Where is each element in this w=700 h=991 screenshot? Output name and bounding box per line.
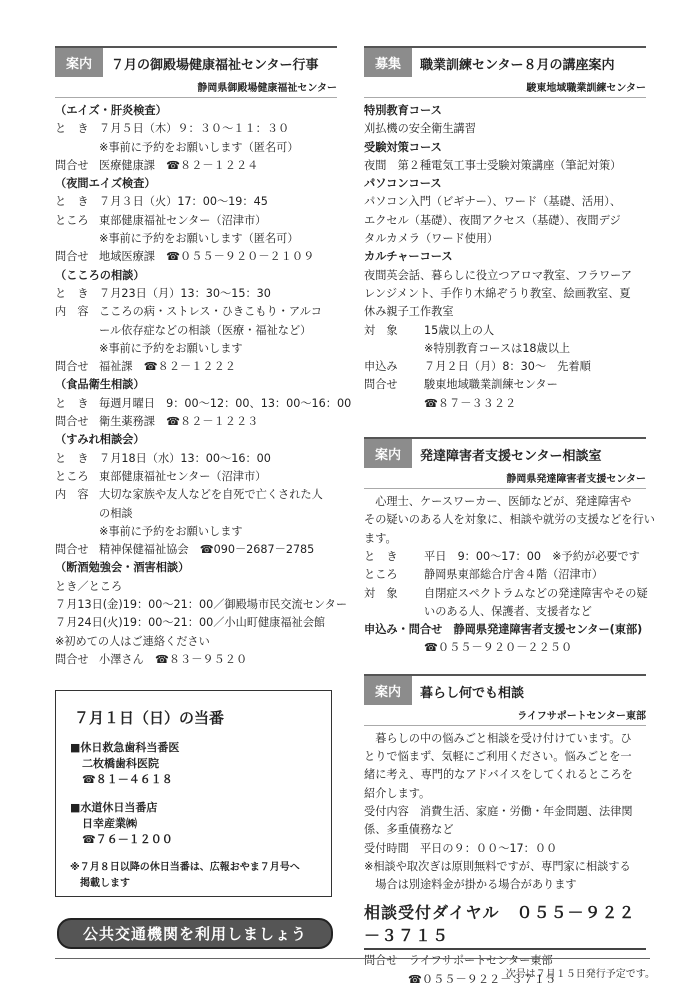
- text-line: ※事前に予約をお願いします: [99, 341, 243, 355]
- row-value: ７月５日（木）９：３０～１１：３０: [99, 122, 290, 136]
- row-value: 小澤さん ☎８３－９５２０: [99, 652, 248, 666]
- text-line: その疑いのある人を対象に、相談や就労の支援などを行い: [364, 513, 655, 527]
- consultation-section: [364, 674, 646, 989]
- text-line: いのある人、保護者、支援者など: [424, 604, 592, 618]
- row-value: 15歳以上の人: [424, 323, 495, 337]
- text-line: ※事前に予約をお願いします: [99, 524, 243, 538]
- support-details: [364, 493, 655, 658]
- section-title: 暮らし何でも相談: [420, 685, 525, 701]
- divider: [55, 958, 650, 959]
- subheading: （こころの相談）: [55, 268, 145, 282]
- row-value: ７月18日（水）13：00～16：00: [99, 451, 271, 465]
- row-label: と き: [55, 286, 89, 300]
- row-value: 医療健康課 ☎８２－１２２４: [99, 158, 259, 172]
- info-row: [364, 548, 646, 566]
- text-line: ７月13日(金)19：00～21：00／御殿場市民交流センター: [55, 598, 348, 612]
- info-row: [55, 212, 337, 230]
- water-phone: ☎７６－１２００: [82, 833, 173, 846]
- info-row: [55, 486, 337, 504]
- text-line: ☎０５５－９２０－２２５０: [424, 641, 573, 655]
- row-label: 申込み: [364, 360, 398, 374]
- subheading: （夜間エイズ検査）: [55, 177, 156, 191]
- row-label: 内 容: [55, 488, 89, 502]
- text-line: 心理士、ケースワーカー、医師などが、発達障害や: [364, 495, 632, 509]
- info-row: [55, 468, 337, 486]
- row-value: 平日 9：00～17：00 ※予約が必要です: [424, 549, 640, 563]
- subheading: （エイズ・肝炎検査）: [55, 104, 167, 117]
- info-row: [55, 120, 337, 138]
- text-line: とりで悩まず、気軽にご利用ください。悩みごとを一: [364, 750, 632, 764]
- dental-phone: ☎８１－４６１８: [82, 773, 173, 786]
- text-line: 紹介します。: [364, 786, 431, 800]
- organization-name: ライフサポートセンター東部: [364, 707, 646, 726]
- info-row: [55, 651, 337, 669]
- consultation-details: [364, 730, 646, 895]
- row-label: 問合せ: [55, 250, 89, 264]
- row-value: 福祉課 ☎８２－１２２２: [99, 360, 236, 374]
- text-line: 係、多重債務など: [364, 823, 454, 837]
- info-row: [55, 450, 337, 468]
- info-row: [55, 413, 337, 431]
- row-label: と き: [55, 396, 89, 410]
- row-label: と き: [364, 549, 398, 563]
- dental-clinic: 二枚橋歯科医院: [82, 757, 159, 770]
- water-heading: ■水道休日当番店: [70, 801, 158, 814]
- text-line: 刈払機の安全衛生講習: [364, 122, 476, 136]
- section-title: ７月の御殿場健康福祉センター行事: [111, 58, 319, 73]
- text-line: ☎８７－３３２２: [424, 396, 517, 410]
- text-line: タルカメラ（ワード使用）: [364, 232, 499, 246]
- section-title: 職業訓練センター８月の講座案内: [420, 58, 615, 73]
- training-section: [364, 46, 646, 413]
- row-value: こころの病・ストレス・ひきこもり・アルコ: [99, 305, 322, 319]
- row-label: と き: [55, 195, 89, 209]
- water-shop: 日幸産業㈱: [82, 817, 137, 830]
- subheading: （食品衛生相談）: [55, 378, 145, 392]
- row-label: 問合せ: [55, 360, 89, 374]
- section-header: [364, 437, 646, 468]
- category-tag: 案内: [364, 439, 412, 468]
- row-value: 自閉症スペクトラムなどの発達障害やその疑: [424, 586, 648, 600]
- row-label: 問合せ: [364, 378, 398, 392]
- category-tag: 案内: [55, 48, 103, 77]
- text-line: 夜間 第２種電気工事士受験対策講座（筆記対策）: [364, 158, 622, 172]
- info-row: [364, 566, 646, 584]
- section-title: 発達障害者支援センター相談室: [420, 449, 602, 465]
- row-value: 静岡県東部総合庁舎４階（沼津市）: [424, 568, 604, 582]
- text-line: ※相談や取次ぎは原則無料ですが、専門家に相談する: [364, 859, 631, 873]
- subheading: （すみれ相談会）: [55, 433, 145, 447]
- category-tag: 案内: [364, 676, 412, 705]
- subheading: 特別教育コース: [364, 104, 442, 117]
- text-line: ※初めての人はご連絡ください: [55, 634, 210, 648]
- text-line: ※事前に予約をお願いします（匿名可）: [99, 140, 299, 154]
- info-row: [364, 322, 646, 340]
- row-label: 問合せ: [55, 543, 89, 557]
- info-row: [55, 157, 337, 175]
- row-label: 対 象: [364, 586, 398, 600]
- row-label: 対 象: [364, 323, 398, 337]
- row-value: ７月３日（火）17：00～19：45: [99, 195, 268, 209]
- duty-note: ※７月８日以降の休日当番は、広報おやま７月号へ: [70, 862, 300, 873]
- section-header: [364, 46, 646, 77]
- info-row: [55, 395, 352, 413]
- row-label: 問合せ: [55, 415, 89, 429]
- consultation-dial: 相談受付ダイヤル ０５５－９２２－３７１５: [364, 900, 646, 950]
- text-line: エクセル（基礎）、夜間アクセス（基礎）、夜間デジ: [364, 213, 621, 227]
- organization-name: 駿東地域職業訓練センター: [364, 79, 646, 98]
- event-list: [55, 102, 352, 669]
- text-line: 受付内容 消費生活、家庭・労働・年金問題、法律関: [364, 804, 633, 818]
- dental-heading: ■休日救急歯科当番医: [70, 741, 180, 754]
- row-value: ７月23日（月）13：30～15：30: [99, 286, 271, 300]
- category-tag: 募集: [364, 48, 412, 77]
- info-row: [55, 358, 337, 376]
- row-label: ところ: [364, 568, 398, 582]
- text-line: ます。: [364, 531, 397, 545]
- info-row: [55, 193, 337, 211]
- consultation-contact: 問合せ ライフサポートセンター東部: [364, 954, 553, 968]
- text-line: ール依存症などの相談（医療・福祉など）: [99, 323, 312, 337]
- text-line: 申込み・問合せ 静岡県発達障害者支援センター(東部): [364, 623, 643, 637]
- duty-box: [55, 690, 332, 897]
- row-value: 東部健康福祉センター（沼津市）: [99, 469, 267, 483]
- organization-name: 静岡県御殿場健康福祉センター: [55, 79, 337, 98]
- text-line: とき／ところ: [55, 579, 123, 593]
- transit-banner: 公共交通機関を利用しましょう: [57, 918, 333, 949]
- subheading: パソコンコース: [364, 177, 442, 191]
- subheading: （断酒勉強会・酒害相談）: [55, 561, 190, 575]
- row-value: 毎週月曜日 9：00～12：00、13：00～16：00: [99, 396, 352, 410]
- row-label: と き: [55, 122, 89, 136]
- section-header: [364, 674, 646, 705]
- info-row: [364, 376, 646, 394]
- subheading: カルチャーコース: [364, 250, 453, 264]
- text-line: 受付時間 平日の９：００～17：００: [364, 841, 558, 855]
- row-value: 精神保健福祉協会 ☎090－2687－2785: [99, 543, 315, 557]
- info-row: [364, 585, 646, 603]
- row-label: と き: [55, 451, 89, 465]
- row-value: 東部健康福祉センター（沼津市）: [99, 213, 267, 227]
- row-value: 衛生薬務課 ☎８２－１２２３: [99, 415, 259, 429]
- text-line: 緒に考え、専門的なアドバイスをしてくれるところを: [364, 768, 633, 782]
- next-issue-note: 次号は７月１５日発行予定です。: [505, 969, 655, 980]
- organization-name: 静岡県発達障害者支援センター: [364, 470, 646, 489]
- consultation-phone: ☎０５５－９２２－３７１５: [408, 972, 557, 986]
- course-list: [364, 102, 646, 413]
- row-label: ところ: [55, 213, 89, 227]
- info-row: [364, 358, 646, 376]
- row-value: 地域医療課 ☎０５５－９２０－２１０９: [99, 250, 315, 264]
- right-column: [364, 46, 655, 989]
- text-line: 夜間英会話、暮らしに役立つアロマ教室、フラワーア: [364, 268, 632, 282]
- section-header: [55, 46, 337, 77]
- text-line: ※特別教育コースは18歳以上: [424, 341, 571, 355]
- text-line: 暮らしの中の悩みごと相談を受け付けています。ひ: [364, 731, 632, 745]
- text-line: レンジメント、手作り木綿ぞうり教室、絵画教室、夏: [364, 286, 631, 300]
- row-value: 大切な家族や友人などを自死で亡くされた人: [99, 488, 323, 502]
- text-line: パソコン入門（ビギナー）、ワード（基礎、活用）、: [364, 195, 622, 209]
- row-label: ところ: [55, 469, 89, 483]
- support-section: [364, 437, 655, 658]
- event-section: [55, 46, 352, 669]
- info-row: [55, 248, 337, 266]
- text-line: 休み親子工作教室: [364, 305, 454, 319]
- duty-note-cont: 掲載します: [80, 878, 130, 889]
- row-value: 駿東地域職業訓練センター: [424, 378, 558, 392]
- row-label: 問合せ: [55, 158, 89, 172]
- info-row: [55, 541, 337, 559]
- text-line: 場合は別途料金が掛かる場合があります: [364, 878, 577, 892]
- info-row: [55, 303, 337, 321]
- duty-title: ７月１日（日）の当番: [74, 709, 225, 727]
- text-line: ７月24日(火)19：00～21：00／小山町健康福祉会館: [55, 616, 326, 630]
- row-label: 内 容: [55, 305, 89, 319]
- info-row: [55, 285, 337, 303]
- row-label: 問合せ: [55, 652, 89, 666]
- row-value: ７月２日（月）8：30～ 先着順: [424, 360, 591, 374]
- subheading: 受験対策コース: [364, 140, 442, 154]
- text-line: ※事前に予約をお願いします（匿名可）: [99, 232, 299, 246]
- text-line: の相談: [99, 506, 133, 520]
